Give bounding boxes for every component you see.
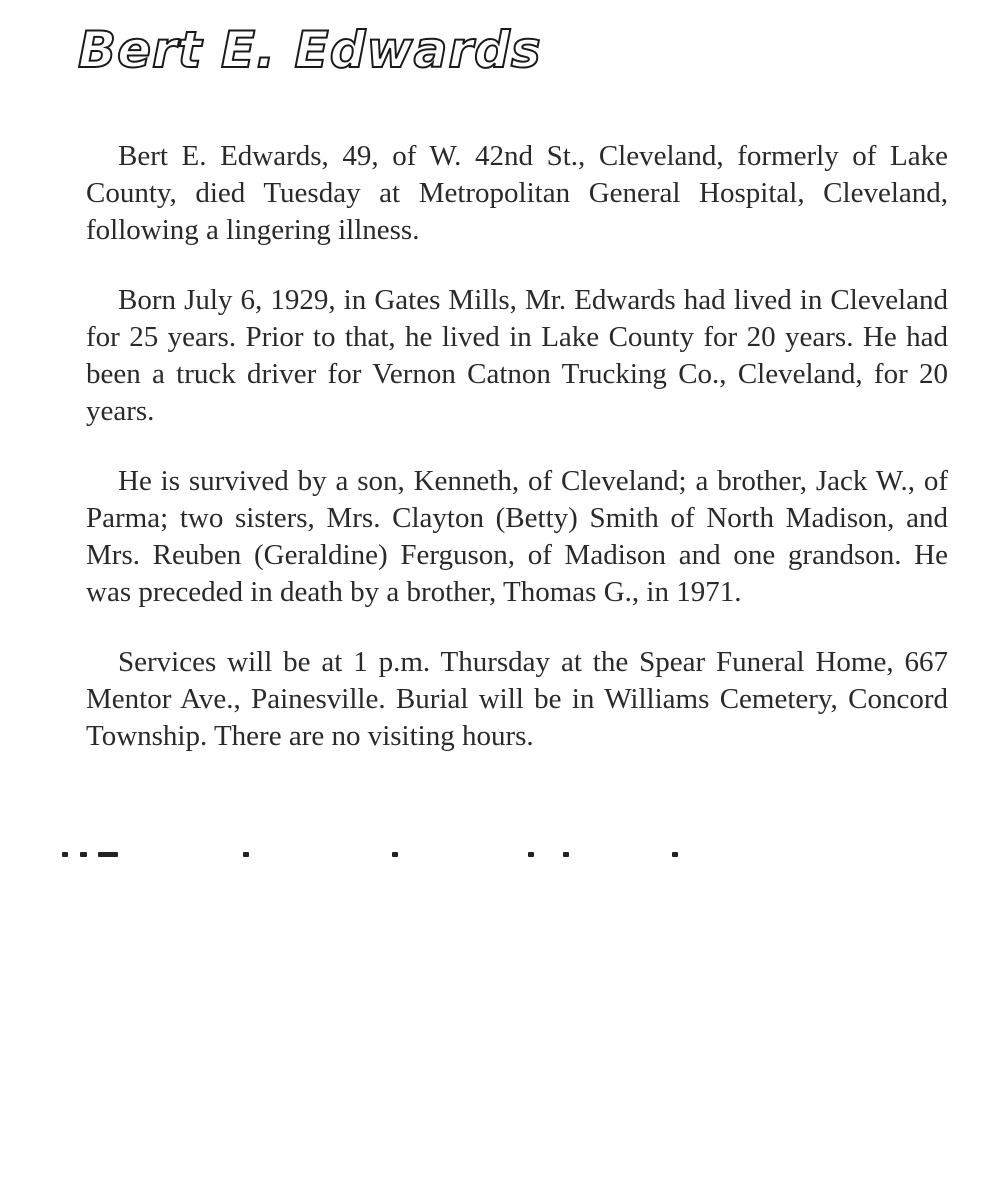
scan-speck xyxy=(80,852,87,857)
obituary-body xyxy=(86,138,948,788)
scan-speck xyxy=(563,852,569,857)
paragraph-survivors: He is survived by a son, Kenneth, of Cleveland; a brother, Jack W., of Parma; two sisters, Mrs. Clayton (Betty) Smith of North Madison, and Mrs. Reuben (Geraldine) Ferguson, of Madison and one grandson. He was preceded in death by a brother, Thomas G., in 1971. xyxy=(86,465,948,608)
scan-speck xyxy=(528,852,534,857)
scan-speck xyxy=(672,852,678,857)
obituary-headline: Bert E. Edwards xyxy=(78,21,542,79)
scan-speck xyxy=(392,852,398,857)
scan-speck xyxy=(243,852,249,857)
scan-speck xyxy=(98,852,118,857)
paragraph-services: Services will be at 1 p.m. Thursday at the Spear Funeral Home, 667 Mentor Ave., Painesville. Burial will be in Williams Cemetery, Concord Township. There are no visiting hours. xyxy=(86,646,948,752)
scan-speck xyxy=(62,852,68,857)
paragraph-death-notice: Bert E. Edwards, 49, of W. 42nd St., Cleveland, formerly of Lake County, died Tuesday at Metropolitan General Hospital, Cleveland, following a lingering illness. xyxy=(86,140,948,246)
paragraph-biography: Born July 6, 1929, in Gates Mills, Mr. Edwards had lived in Cleveland for 25 years. Prior to that, he lived in Lake County for 20 years. He had been a truck driver for Vernon Catnon Trucking Co., Cleveland, for 20 years. xyxy=(86,284,948,427)
scan-artifacts xyxy=(0,848,989,862)
